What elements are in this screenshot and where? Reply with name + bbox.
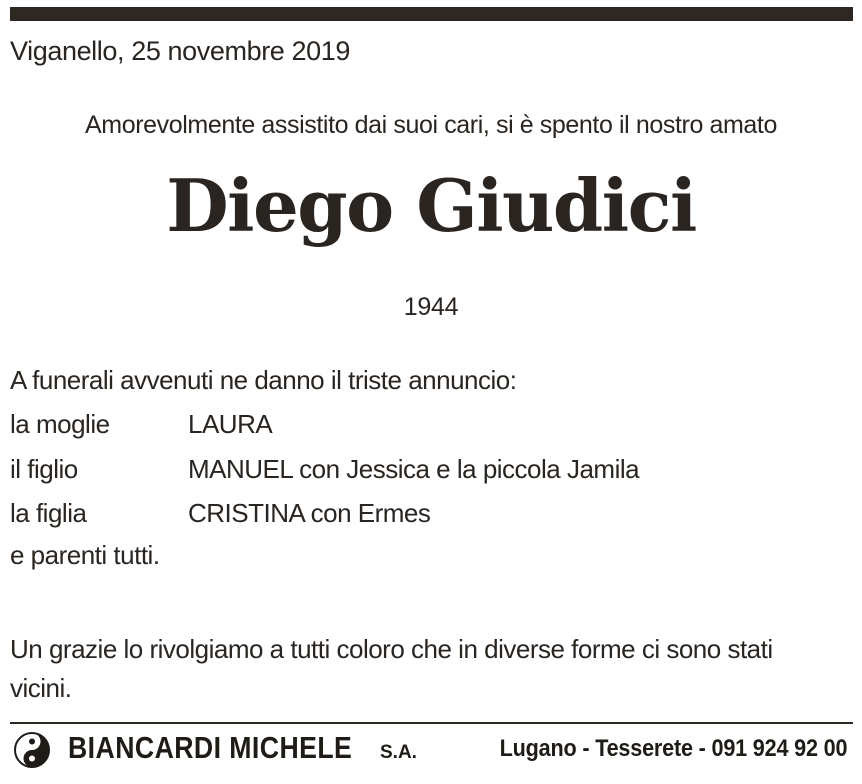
company-contact: Lugano - Tesserete - 091 924 92 00 xyxy=(499,735,847,762)
intro-text: Amorevolmente assistito dai suoi cari, si è spento il nostro amato xyxy=(85,111,777,139)
family-member: CRISTINA con Ermes xyxy=(188,498,431,528)
family-role: la moglie xyxy=(10,409,110,439)
deceased-name: Diego Giudici xyxy=(166,163,696,248)
biancardi-logo-icon xyxy=(12,730,52,770)
funeral-home-footer xyxy=(10,728,853,772)
family-member: MANUEL con Jessica e la piccola Jamila xyxy=(188,454,640,484)
family-role: il figlio xyxy=(10,454,78,484)
company-suffix: S.A. xyxy=(380,742,417,763)
thanks-text: Un grazie lo rivolgiamo a tutti coloro che in diverse forme ci sono stati vicini. xyxy=(10,634,773,703)
top-rule xyxy=(10,7,853,21)
footer-rule xyxy=(10,722,853,724)
birth-year: 1944 xyxy=(403,293,459,321)
place-date: Viganello, 25 novembre 2019 xyxy=(10,36,350,66)
other-relatives: e parenti tutti. xyxy=(10,540,160,570)
family-role: la figlia xyxy=(10,498,87,528)
announcement-text: A funerali avvenuti ne danno il triste annuncio: xyxy=(10,365,517,395)
family-member: LAURA xyxy=(188,409,273,439)
company-name: BIANCARDI MICHELE xyxy=(68,730,353,765)
